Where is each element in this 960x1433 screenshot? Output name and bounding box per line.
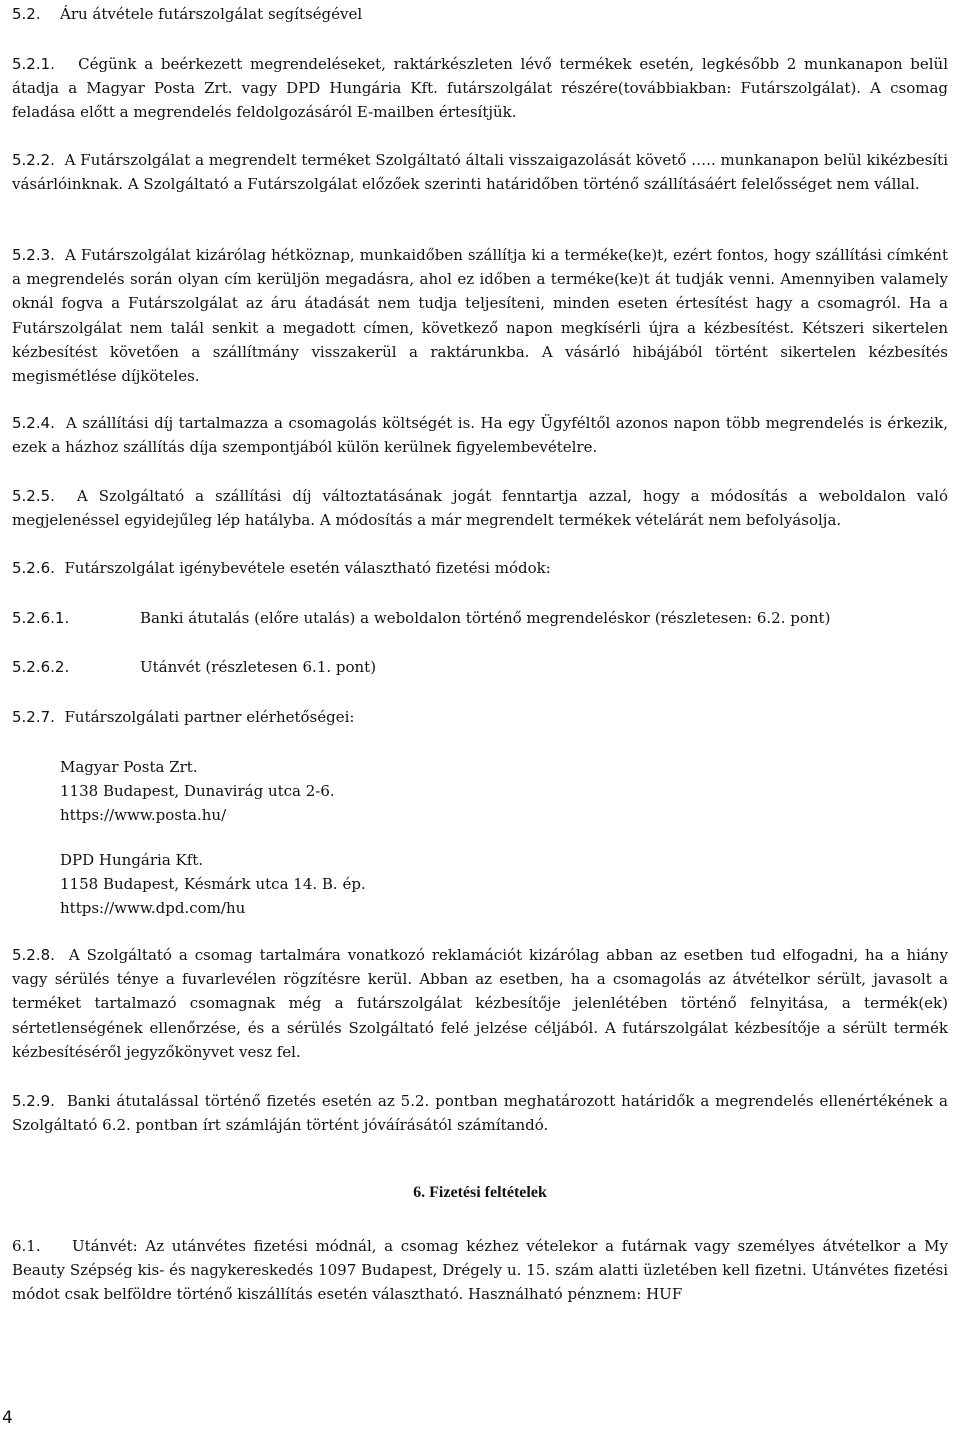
paragraph-5-2-1 <box>12 52 948 125</box>
partner-dpd <box>60 848 366 921</box>
paragraph-number: 5.2.5. <box>12 487 55 505</box>
paragraph-5-2-3 <box>12 243 948 388</box>
partner-address: 1138 Budapest, Dunavirág utca 2-6. <box>60 782 335 801</box>
paragraph-text: Az utánvétes fizetési módnál, a csomag kézhez vételekor a futárnak vagy személyes átvételkor a My Beauty Szépség kis- és nagykereskedés 1097 Budapest, Drégely u. 15. szám alatti üzletében kell fizetni. Utánvétes fizetési módot csak belföldre történő kiszállítás esetén választható. Használható pénznem: HUF <box>12 1237 948 1304</box>
paragraph-text: A Futárszolgálat kizárólag hétköznap, munkaidőben szállítja ki a terméke(ke)t, ezért fontos, hogy szállítási címként a megrendelés során olyan cím kerüljön megadásra, ahol ez időben a terméke(ke)t át tudják venni. Amennyiben valamely oknál fogva a Futárszolgálat az áru átadását nem tudja teljesíteni, minden eseten értesítést hagy a csomagról. Ha a Futárszolgálat nem talál senkit a megadott címen, következő napon megkísérli újra a kézbesítést. Kétszeri sikertelen kézbesítést követően a szállítmány visszakerül a raktárunkba. A vásárló hibájából történt sikertelen kézbesítés megismétlése díjköteles. <box>12 246 948 386</box>
paragraph-5-2-6 <box>12 556 948 580</box>
paragraph-text: A szállítási díj tartalmazza a csomagolás költségét is. Ha egy Ügyféltől azonos napon több megrendelés is érkezik, ezek a házhoz szállítás díja szempontjából külön kerülnek figyelembevételre. <box>12 414 948 457</box>
section-number: 5.2. <box>12 5 41 23</box>
paragraph-number: 5.2.8. <box>12 946 55 964</box>
paragraph-number: 5.2.2. <box>12 151 55 169</box>
partner-website-link[interactable]: https://www.dpd.com/hu <box>60 899 246 918</box>
paragraph-5-2-6-1 <box>12 607 830 629</box>
paragraph-text: A Futárszolgálat a megrendelt terméket Szolgáltató általi visszaigazolását követő ….. munkanapon belül kikézbesíti vásárlóinknak. A Szolgáltató a Futárszolgálat előzőek szerinti határidőben történő szállításáért felelősséget nem vállal. <box>12 151 948 194</box>
page-number: 4 <box>2 1408 13 1428</box>
paragraph-5-2-9 <box>12 1089 948 1137</box>
paragraph-text: Utánvét (részletesen 6.1. pont) <box>140 658 377 676</box>
paragraph-text: Futárszolgálat igénybevétele esetén választható fizetési módok: <box>64 559 551 577</box>
paragraph-number: 5.2.1. <box>12 55 55 73</box>
paragraph-6-1 <box>12 1234 948 1307</box>
paragraph-5-2-6-2 <box>12 656 376 678</box>
section-title: Áru átvétele futárszolgálat segítségével <box>60 5 363 23</box>
section-heading-6: 6. Fizetési feltételek <box>413 1184 547 1201</box>
paragraph-text: Banki átutalással történő fizetés esetén az 5.2. pontban meghatározott határidők a megrendelés ellenértékének a Szolgáltató 6.2. pontban írt számláján történt jóváírásától számítandó. <box>12 1092 948 1135</box>
paragraph-text: Banki átutalás (előre utalás) a weboldalon történő megrendeléskor (részletesen: 6.2. pont) <box>140 609 831 627</box>
paragraph-text: A Szolgáltató a csomag tartalmára vonatkozó reklamációt kizárólag abban az esetben tud elfogadni, ha a hiány vagy sérülés ténye a fuvarlevélen rögzítésre kerül. Abban az esetben, ha a csomagolás az átvételkor sérült, javasolt a terméket tartalmazó csomagnak még a futárszolgálat kézbesítője jelenlétében történő felnyitása, a termék(ek) sértetlenségének ellenőrzése, és a sérülés Szolgáltató felé jelzése céljából. A futárszolgálat kézbesítője a sérült termék kézbesítéséről jegyzőkönyvet vesz fel. <box>12 946 948 1061</box>
paragraph-number: 5.2.6.1. <box>12 609 70 627</box>
paragraph-text: A Szolgáltató a szállítási díj változtatásának jogát fenntartja azzal, hogy a módosítás a weboldalon való megjelenéssel egyidejűleg lép hatályba. A módosítás a már megrendelt termékek vételárát nem befolyásolja. <box>12 487 948 530</box>
paragraph-number: 5.2.4. <box>12 414 55 432</box>
paragraph-number: 5.2.7. <box>12 708 55 726</box>
partner-name: Magyar Posta Zrt. <box>60 758 198 776</box>
paragraph-text: Cégünk a beérkezett megrendeléseket, raktárkészleten lévő termékek esetén, legkésőbb 2 munkanapon belül átadja a Magyar Posta Zrt. vagy DPD Hungária Kft. futárszolgálat részére(továbbiakban: Futárszolgálat). A csomag feladása előtt a megrendelés feldolgozásáról E-mailben értesítjük. <box>12 55 948 122</box>
paragraph-number: 5.2.6. <box>12 559 55 577</box>
paragraph-5-2-8 <box>12 943 948 1064</box>
partner-posta <box>60 755 335 828</box>
paragraph-number: 5.2.3. <box>12 246 55 264</box>
paragraph-5-2-4 <box>12 411 948 459</box>
paragraph-5-2-7 <box>12 705 948 729</box>
paragraph-text: Futárszolgálati partner elérhetőségei: <box>64 708 355 726</box>
paragraph-number: 5.2.6.2. <box>12 658 70 676</box>
paragraph-5-2-2 <box>12 148 948 196</box>
partner-name: DPD Hungária Kft. <box>60 851 204 869</box>
paragraph-number: 6.1. <box>12 1237 41 1255</box>
section-heading-5-2 <box>12 3 362 25</box>
partner-website-link[interactable]: https://www.posta.hu/ <box>60 806 227 825</box>
paragraph-5-2-5 <box>12 484 948 532</box>
paragraph-number: 5.2.9. <box>12 1092 55 1110</box>
paragraph-label: Utánvét: <box>72 1237 138 1255</box>
partner-address: 1158 Budapest, Késmárk utca 14. B. ép. <box>60 875 366 894</box>
